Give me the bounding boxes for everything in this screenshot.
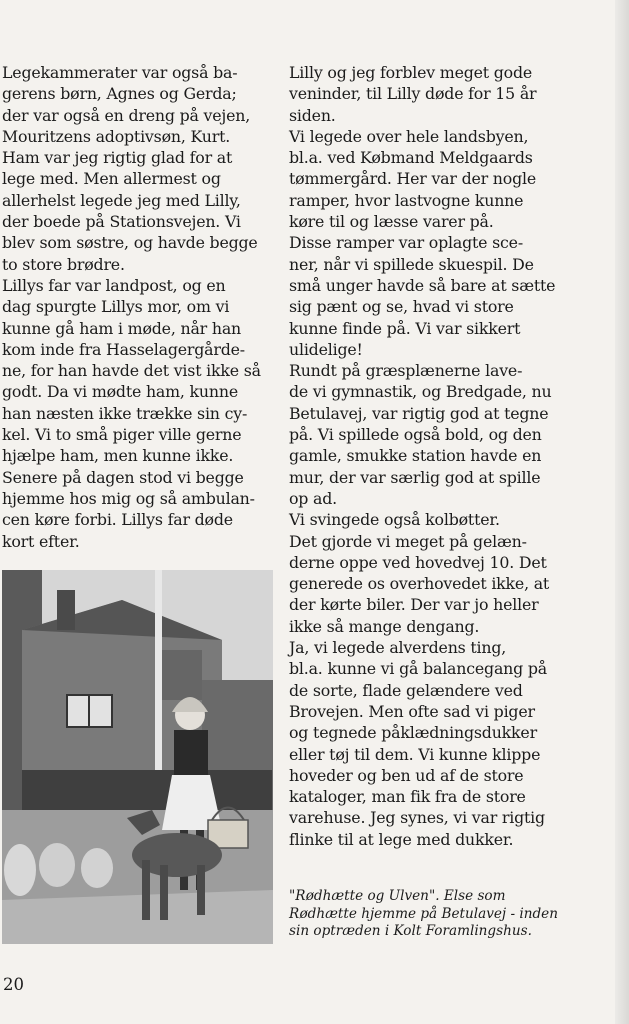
page-edge-shadow [615, 0, 629, 1024]
paragraph: Vi legede over hele landsbyen, bl.a. ved Købmand Meldgaards tømmergård. Her var der nogle ramper, hvor lastvogne kunne køre til og læsse varer på. [289, 126, 536, 232]
paragraph: Ja, vi legede alverdens ting, bl.a. kunne vi gå balancegang på de sorte, flade gelændere ved Brovejen. Men ofte sad vi piger og tegnede påklædningsdukker eller tøj til dem. Vi kunne klippe hoveder og ben ud af de store kataloger, man fik fra de store varehuse. Jeg synes, vi var rigtig flinke til at lege med dukker. [289, 638, 547, 849]
left-text-column [2, 62, 274, 552]
photo-caption: "Rødhætte og Ulven". Else som Rødhætte hjemme på Betulavej - inden sin optræden i Kolt Foramlingshus. [289, 888, 558, 939]
paragraph: Legekammerater var også ba- gerens børn, Agnes og Gerda; der var også en dreng på vejen, Mouritzens adoptivsøn, Kurt. Ham var jeg rigtig glad for at lege med. Men allermest og allerhelst legede jeg med Lilly, der boede på Stationsvejen. Vi blev som søstre, og havde begge to store brødre. [2, 63, 258, 274]
paragraph: Vi svingede også kolbøtter. Det gjorde vi meget på gelæn- derne oppe ved hovedvej 10. Det generede os overhovedet ikke, at der kørte biler. Der var jo heller ikke så mange dengang. [289, 510, 550, 636]
page-number: 20 [3, 975, 24, 994]
right-text-column [289, 62, 579, 850]
paragraph: Lillys far var landpost, og en dag spurgte Lillys mor, om vi kunne gå ham i møde, når han kom inde fra Hasselagergårde- ne, for han havde det vist ikke så godt. Da vi mødte ham, kunne han næsten ikke trække sin cy- kel. Vi to små piger ville gerne hjælpe ham, men kunne ikke. Senere på dagen stod vi begge hjemme hos mig og så ambulan- cen køre forbi. Lillys far døde kort efter. [2, 275, 261, 551]
photo-girl-with-dog [2, 570, 273, 944]
paragraph: Lilly og jeg forblev meget gode veninder, til Lilly døde for 15 år siden. [289, 63, 537, 125]
paragraph: Rundt på græsplænerne lave- de vi gymnastik, og Bredgade, nu Betulavej, var rigtig god at tegne på. Vi spillede også bold, og den gamle, smukke station havde en mur, der var særlig god at spille op ad. [289, 361, 552, 508]
paragraph: Disse ramper var oplagte sce- ner, når vi spillede skuespil. De små unger havde så bare at sætte sig pænt og se, hvad vi store kunne finde på. Vi var sikkert ulidelige! [289, 233, 556, 359]
